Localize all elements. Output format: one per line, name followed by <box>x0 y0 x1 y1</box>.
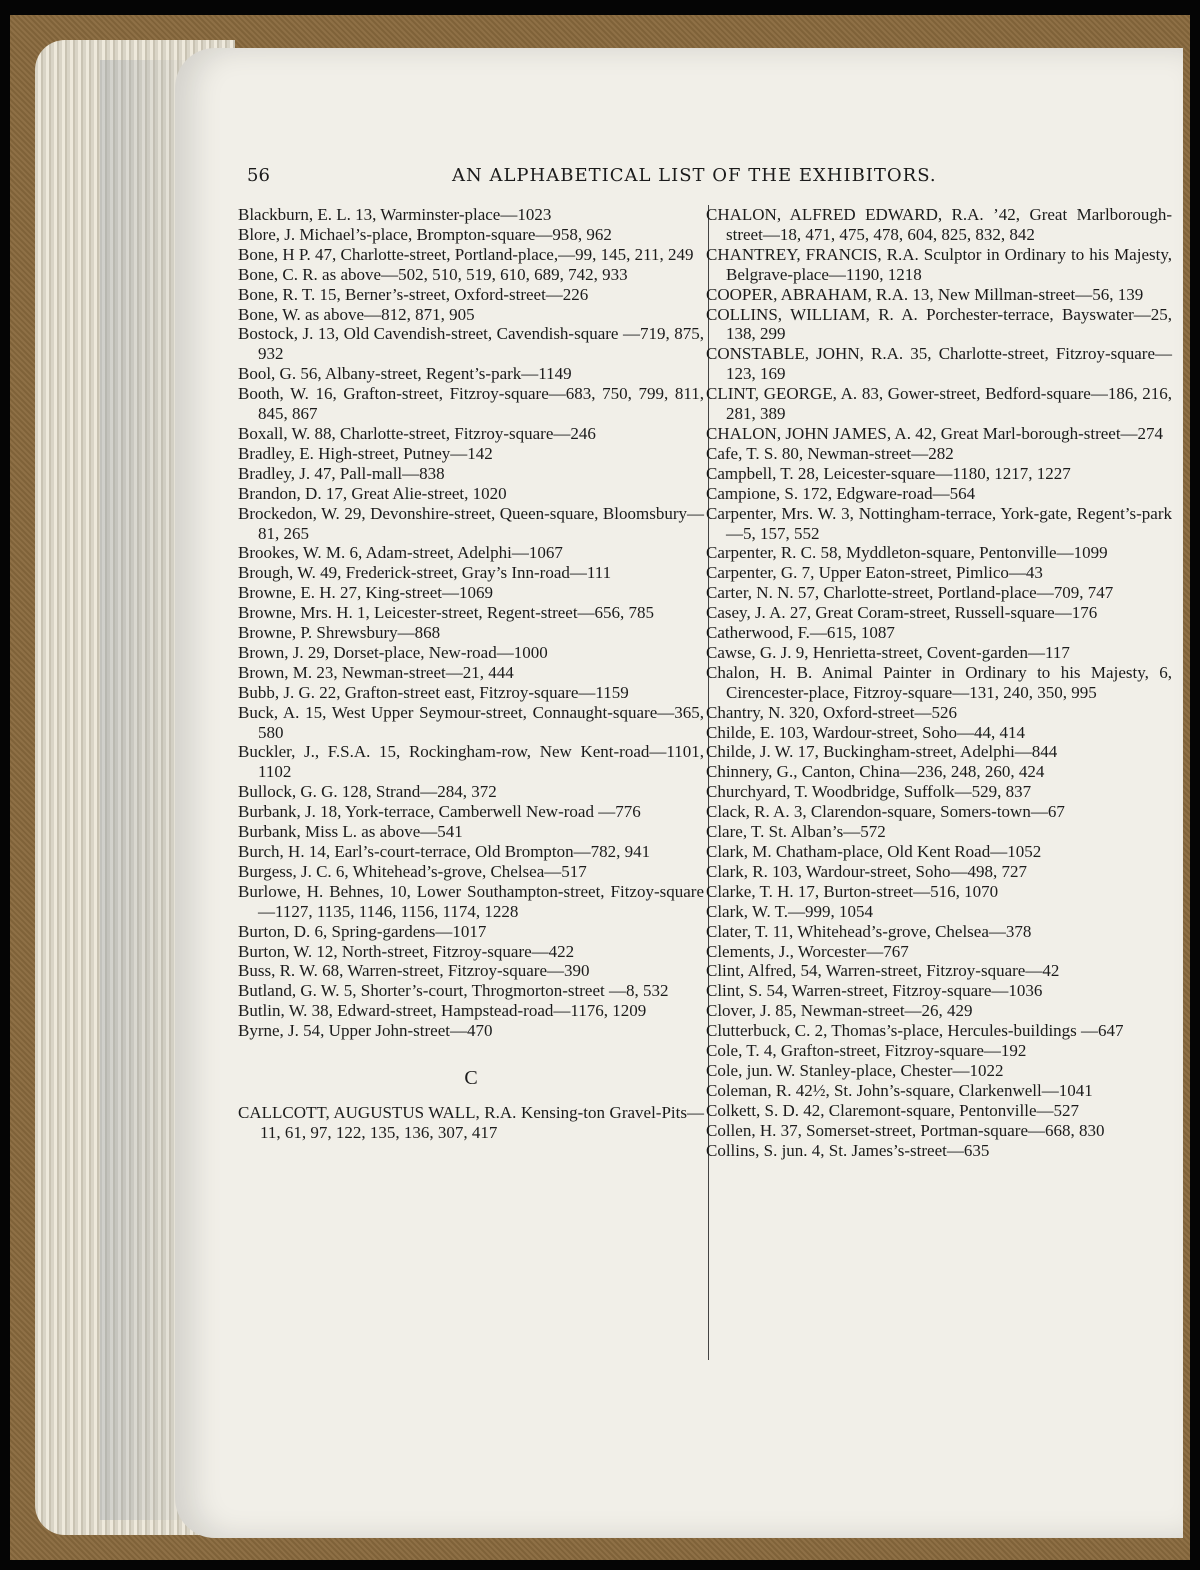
exhibitor-entry: Burton, D. 6, Spring-gardens—1017 <box>238 921 487 941</box>
exhibitor-entry: Cole, jun. W. Stanley-place, Chester—1022 <box>706 1060 1004 1080</box>
running-title: AN ALPHABETICAL LIST OF THE EXHIBITORS. <box>452 165 937 186</box>
page-header <box>0 165 1200 195</box>
exhibitor-entry: Buckler, J., F.S.A. 15, Rockingham-row, New Kent-road—1101, 1102 <box>238 742 704 782</box>
exhibitor-entry: Browne, P. Shrewsbury—868 <box>238 623 441 643</box>
exhibitor-entry: Burch, H. 14, Earl’s-court-terrace, Old Brompton—782, 941 <box>238 842 651 861</box>
exhibitor-entry: Burlowe, H. Behnes, 10, Lower Southampton-street, Fitzoy-square—1127, 1135, 1146, 1156, 1174, 1228 <box>238 881 704 921</box>
exhibitor-entry: Childe, E. 103, Wardour-street, Soho—44, 414 <box>706 722 1026 742</box>
exhibitor-entry: Campbell, T. 28, Leicester-square—1180, 1217, 1227 <box>706 463 1071 483</box>
exhibitor-entry: CHALON, JOHN JAMES, A. 42, Great Marl-borough-street—274 <box>706 423 1164 443</box>
exhibitor-entry: CONSTABLE, JOHN, R.A. 35, Charlotte-street, Fitzroy-square—123, 169 <box>706 344 1172 384</box>
exhibitor-entry: Brockedon, W. 29, Devonshire-street, Queen-square, Bloomsbury—81, 265 <box>238 503 704 543</box>
exhibitor-entry: Brough, W. 49, Frederick-street, Gray’s Inn-road—111 <box>238 563 612 583</box>
exhibitor-entry: CHANTREY, FRANCIS, R.A. Sculptor in Ordinary to his Majesty, Belgrave-place—1190, 1218 <box>706 244 1172 284</box>
exhibitor-entry: Clater, T. 11, Whitehead’s-grove, Chelsea—378 <box>706 921 1032 941</box>
exhibitor-entry: Collins, S. jun. 4, St. James’s-street—635 <box>706 1140 990 1160</box>
right-column <box>706 205 1172 1161</box>
exhibitor-entry: Bone, R. T. 15, Berner’s-street, Oxford-street—226 <box>238 284 589 304</box>
right-entry-list <box>706 205 1172 1161</box>
exhibitor-entry: Buss, R. W. 68, Warren-street, Fitzroy-square—390 <box>238 961 590 981</box>
exhibitor-entry: Boxall, W. 88, Charlotte-street, Fitzroy-square—246 <box>238 423 596 443</box>
exhibitor-entry: Bool, G. 56, Albany-street, Regent’s-park—1149 <box>238 364 572 384</box>
exhibitor-entry: Burton, W. 12, North-street, Fitzroy-square—422 <box>238 941 575 961</box>
exhibitor-entry: Bradley, E. High-street, Putney—142 <box>238 443 493 463</box>
exhibitor-entry: Clare, T. St. Alban’s—572 <box>706 822 886 842</box>
exhibitor-entry: Butlin, W. 38, Edward-street, Hampstead-road—1176, 1209 <box>238 1001 647 1021</box>
section-letter: C <box>464 1067 478 1090</box>
exhibitor-entry: Byrne, J. 54, Upper John-street—470 <box>238 1021 493 1041</box>
exhibitor-entry: Butland, G. W. 5, Shorter’s-court, Throgmorton-street —8, 532 <box>238 981 669 1001</box>
exhibitor-entry: Carpenter, R. C. 58, Myddleton-square, Pentonville—1099 <box>706 543 1108 563</box>
exhibitor-entry: Campione, S. 172, Edgware-road—564 <box>706 483 976 503</box>
exhibitor-entry: Clint, S. 54, Warren-street, Fitzroy-square—1036 <box>706 981 1043 1001</box>
exhibitor-entry: COLLINS, WILLIAM, R. A. Porchester-terrace, Bayswater—25, 138, 299 <box>706 304 1172 344</box>
exhibitor-entry: Brown, J. 29, Dorset-place, New-road—1000 <box>238 642 548 662</box>
exhibitor-entry: Carpenter, G. 7, Upper Eaton-street, Pimlico—43 <box>706 563 1043 583</box>
exhibitor-entry: CLINT, GEORGE, A. 83, Gower-street, Bedford-square—186, 216, 281, 389 <box>706 384 1172 424</box>
exhibitor-entry: Clarke, T. H. 17, Burton-street—516, 1070 <box>706 881 999 901</box>
exhibitor-entry: Cole, T. 4, Grafton-street, Fitzroy-square—192 <box>706 1041 1027 1061</box>
exhibitor-entry: Cafe, T. S. 80, Newman-street—282 <box>706 443 954 463</box>
page-number: 56 <box>247 165 270 186</box>
exhibitor-entry: Casey, J. A. 27, Great Coram-street, Russell-square—176 <box>706 603 1098 623</box>
exhibitor-entry: Buck, A. 15, West Upper Seymour-street, Connaught-square—365, 580 <box>238 702 704 742</box>
exhibitor-entry: Blackburn, E. L. 13, Warminster-place—1023 <box>238 205 552 224</box>
exhibitor-entry: Bostock, J. 13, Old Cavendish-street, Cavendish-square —719, 875, 932 <box>238 324 704 364</box>
exhibitor-entry: Blore, J. Michael’s-place, Brompton-square—958, 962 <box>238 224 612 244</box>
exhibitor-entry: Clark, M. Chatham-place, Old Kent Road—1052 <box>706 842 1042 861</box>
exhibitor-entry: Brookes, W. M. 6, Adam-street, Adelphi—1067 <box>238 543 563 563</box>
exhibitor-entry: Coleman, R. 42½, St. John’s-square, Clarkenwell—1041 <box>706 1080 1093 1100</box>
left-after-section-list <box>238 1103 704 1143</box>
exhibitor-entry: Booth, W. 16, Grafton-street, Fitzroy-square—683, 750, 799, 811, 845, 867 <box>238 384 704 424</box>
exhibitor-entry: Bone, C. R. as above—502, 510, 519, 610, 689, 742, 933 <box>238 264 628 284</box>
exhibitor-entry: Burgess, J. C. 6, Whitehead’s-grove, Chelsea—517 <box>238 861 587 881</box>
exhibitor-entry: CHALON, ALFRED EDWARD, R.A. ’42, Great Marlborough-street—18, 471, 475, 478, 604, 825, 832, 842 <box>706 205 1172 244</box>
exhibitor-entry: Clint, Alfred, 54, Warren-street, Fitzroy-square—42 <box>706 961 1060 981</box>
exhibitor-entry: Carpenter, Mrs. W. 3, Nottingham-terrace, York-gate, Regent’s-park—5, 157, 552 <box>706 503 1172 543</box>
exhibitor-entry: Clark, R. 103, Wardour-street, Soho—498, 727 <box>706 861 1027 881</box>
exhibitor-entry: Churchyard, T. Woodbridge, Suffolk—529, 837 <box>706 782 1032 802</box>
exhibitor-entry: Colkett, S. D. 42, Claremont-square, Pentonville—527 <box>706 1100 1080 1120</box>
exhibitor-entry: Cawse, G. J. 9, Henrietta-street, Covent-garden—117 <box>706 642 1070 662</box>
exhibitor-entry: Clements, J., Worcester—767 <box>706 941 909 961</box>
exhibitor-entry: Bone, H P. 47, Charlotte-street, Portland-place,—99, 145, 211, 249 <box>238 244 694 264</box>
exhibitor-entry: CALLCOTT, AUGUSTUS WALL, R.A. Kensing-ton Gravel-Pits—11, 61, 97, 122, 135, 136, 307, 417 <box>238 1102 704 1142</box>
exhibitor-entry: Clover, J. 85, Newman-street—26, 429 <box>706 1001 973 1021</box>
exhibitor-entry: Carter, N. N. 57, Charlotte-street, Portland-place—709, 747 <box>706 583 1114 603</box>
exhibitor-entry: Bradley, J. 47, Pall-mall—838 <box>238 463 445 483</box>
exhibitor-entry: Chantry, N. 320, Oxford-street—526 <box>706 702 958 722</box>
exhibitor-entry: Brown, M. 23, Newman-street—21, 444 <box>238 662 514 682</box>
exhibitor-entry: Childe, J. W. 17, Buckingham-street, Adelphi—844 <box>706 742 1058 762</box>
exhibitor-entry: Clack, R. A. 3, Clarendon-square, Somers-town—67 <box>706 802 1065 822</box>
exhibitor-entry: Bone, W. as above—812, 871, 905 <box>238 304 475 324</box>
exhibitor-entry: Bullock, G. G. 128, Strand—284, 372 <box>238 782 497 802</box>
left-column <box>238 205 704 1143</box>
exhibitor-entry: Clutterbuck, C. 2, Thomas’s-place, Hercules-buildings —647 <box>706 1021 1124 1041</box>
exhibitor-entry: Browne, E. H. 27, King-street—1069 <box>238 583 493 603</box>
exhibitor-entry: Bubb, J. G. 22, Grafton-street east, Fitzroy-square—1159 <box>238 682 629 702</box>
exhibitor-entry: COOPER, ABRAHAM, R.A. 13, New Millman-street—56, 139 <box>706 284 1144 304</box>
exhibitor-entry: Burbank, Miss L. as above—541 <box>238 822 463 842</box>
exhibitor-entry: Brandon, D. 17, Great Alie-street, 1020 <box>238 483 507 503</box>
exhibitor-entry: Chalon, H. B. Animal Painter in Ordinary to his Majesty, 6, Cirencester-place, Fitzroy-square—131, 240, 350, 995 <box>706 662 1172 702</box>
exhibitor-entry: Chinnery, G., Canton, China—236, 248, 260, 424 <box>706 762 1045 782</box>
exhibitor-entry: Clark, W. T.—999, 1054 <box>706 901 874 921</box>
exhibitor-entry: Collen, H. 37, Somerset-street, Portman-square—668, 830 <box>706 1120 1105 1140</box>
exhibitor-entry: Browne, Mrs. H. 1, Leicester-street, Regent-street—656, 785 <box>238 603 655 623</box>
exhibitor-entry: Burbank, J. 18, York-terrace, Camberwell New-road —776 <box>238 802 641 822</box>
exhibitor-entry: Catherwood, F.—615, 1087 <box>706 623 895 643</box>
left-entry-list <box>238 205 704 1041</box>
